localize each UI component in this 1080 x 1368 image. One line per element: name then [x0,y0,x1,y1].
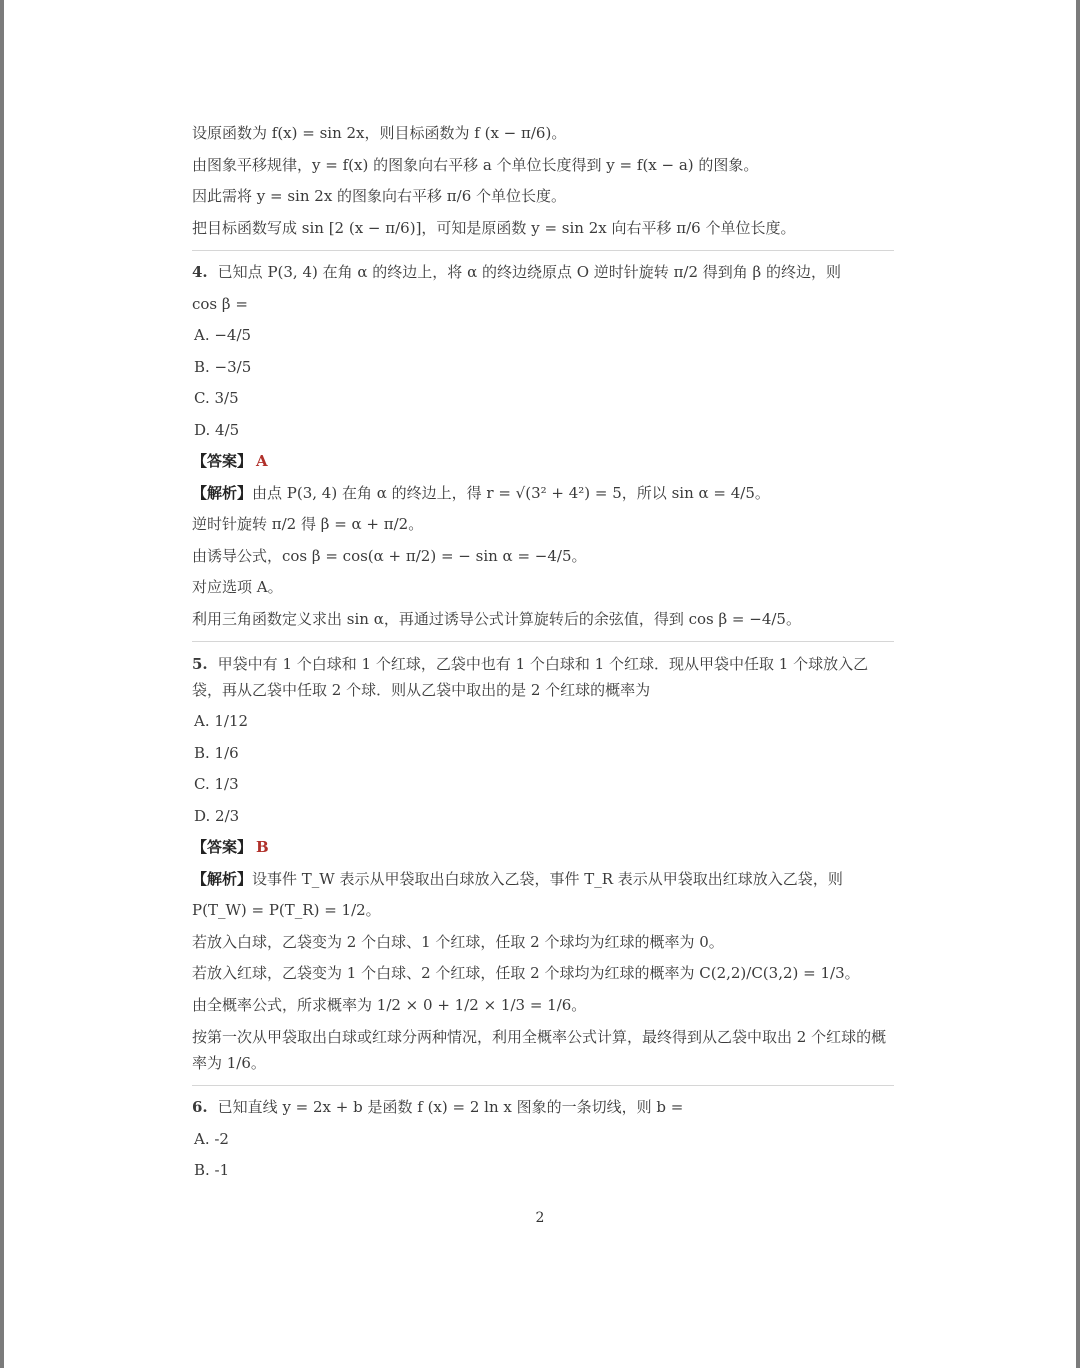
q5-answer [192,832,894,864]
q5-analysis-line: 由全概率公式，所求概率为 1/2 × 0 + 1/2 × 1/3 = 1/6。 [192,995,587,1014]
answer-tag: 【答案】 [192,838,253,856]
page-content [192,118,894,1187]
q5-analysis-line: 若放入红球，乙袋变为 1 个白球、2 个红球，任取 2 个球均为红球的概率为 C(2,2)/C(3,2) = 1/3。 [192,964,860,982]
q4-option-a: A. −4/5 [194,326,252,344]
q5-number: 5. [192,655,208,673]
prev-solution-line: 把目标函数写成 sin [2 (x − π/6)]，可知是原函数 y = sin 2x 向右平移 π/6 个单位长度。 [192,218,796,237]
q5-option-a: A. 1/12 [194,712,249,730]
divider [192,1085,894,1086]
q5-analysis-text: 设事件 T_W 表示从甲袋取出白球放入乙袋，事件 T_R 表示从甲袋取出红球放入乙袋，则 [252,869,843,888]
q4-stem-text: 已知点 P(3, 4) 在角 α 的终边上，将 α 的终边绕原点 O 逆时针旋转 π/2 得到角 β 的终边，则 [217,263,841,281]
prev-solution-line: 设原函数为 f(x) = sin 2x，则目标函数为 f (x − π/6)。 [192,124,567,142]
q5-option-c: C. 1/3 [194,775,239,793]
analysis-tag: 【解析】 [192,483,253,502]
document-page [4,0,1076,1368]
divider [192,250,894,251]
q5-answer-value: B [256,838,269,856]
q4-analysis-first [192,478,894,510]
analysis-tag: 【解析】 [192,869,253,888]
prev-solution-line: 因此需将 y = sin 2x 的图象向右平移 π/6 个单位长度。 [192,187,567,205]
q4-answer [192,446,894,478]
q5-stem-text: 甲袋中有 1 个白球和 1 个红球，乙袋中也有 1 个白球和 1 个红球．现从甲袋中任取 1 个球放入乙袋，再从乙袋中任取 2 个球．则从乙袋中取出的是 2 个红球的概率为 [192,655,869,699]
page-number: 2 [535,1210,545,1226]
q6-stem [192,1092,894,1124]
q4-stem-cont: cos β = [192,294,248,313]
q5-analysis-line: P(T_W) = P(T_R) = 1/2。 [192,901,381,919]
q4-analysis-line: 利用三角函数定义求出 sin α，再通过诱导公式计算旋转后的余弦值，得到 cos β = −4/5。 [192,609,801,628]
q4-option-c: C. 3/5 [194,389,239,407]
q6-option-a: A. -2 [194,1129,229,1148]
q6-number: 6. [192,1098,208,1116]
q5-analysis-line: 若放入白球，乙袋变为 2 个白球、1 个红球，任取 2 个球均为红球的概率为 0。 [192,932,724,951]
q4-option-b: B. −3/5 [194,357,252,376]
prev-solution-line: 由图象平移规律，y = f(x) 的图象向右平移 a 个单位长度得到 y = f(x − a) 的图象。 [192,155,759,174]
q5-option-d: D. 2/3 [194,806,240,825]
q4-number: 4. [192,263,208,281]
q5-analysis-first [192,864,894,896]
q5-option-b: B. 1/6 [194,743,239,762]
divider [192,641,894,642]
q4-answer-value: A [256,452,268,470]
q4-analysis-text: 由点 P(3, 4) 在角 α 的终边上，得 r = √(3² + 4²) = 5，所以 sin α = 4/5。 [252,483,770,502]
q4-analysis-line: 逆时针旋转 π/2 得 β = α + π/2。 [192,515,424,533]
q4-analysis-line: 对应选项 A。 [192,578,283,596]
q4-option-d: D. 4/5 [194,420,240,439]
q4-stem [192,257,894,289]
q6-option-b: B. -1 [194,1161,230,1179]
answer-tag: 【答案】 [192,452,253,470]
q5-stem [192,648,894,706]
q6-stem-text: 已知直线 y = 2x + b 是函数 f (x) = 2 ln x 图象的一条切线，则 b = [217,1098,684,1116]
q4-analysis-line: 由诱导公式，cos β = cos(α + π/2) = − sin α = −4/5。 [192,546,587,565]
q5-summary: 按第一次从甲袋取出白球或红球分两种情况，利用全概率公式计算，最终得到从乙袋中取出 2 个红球的概率为 1/6。 [192,1028,887,1072]
